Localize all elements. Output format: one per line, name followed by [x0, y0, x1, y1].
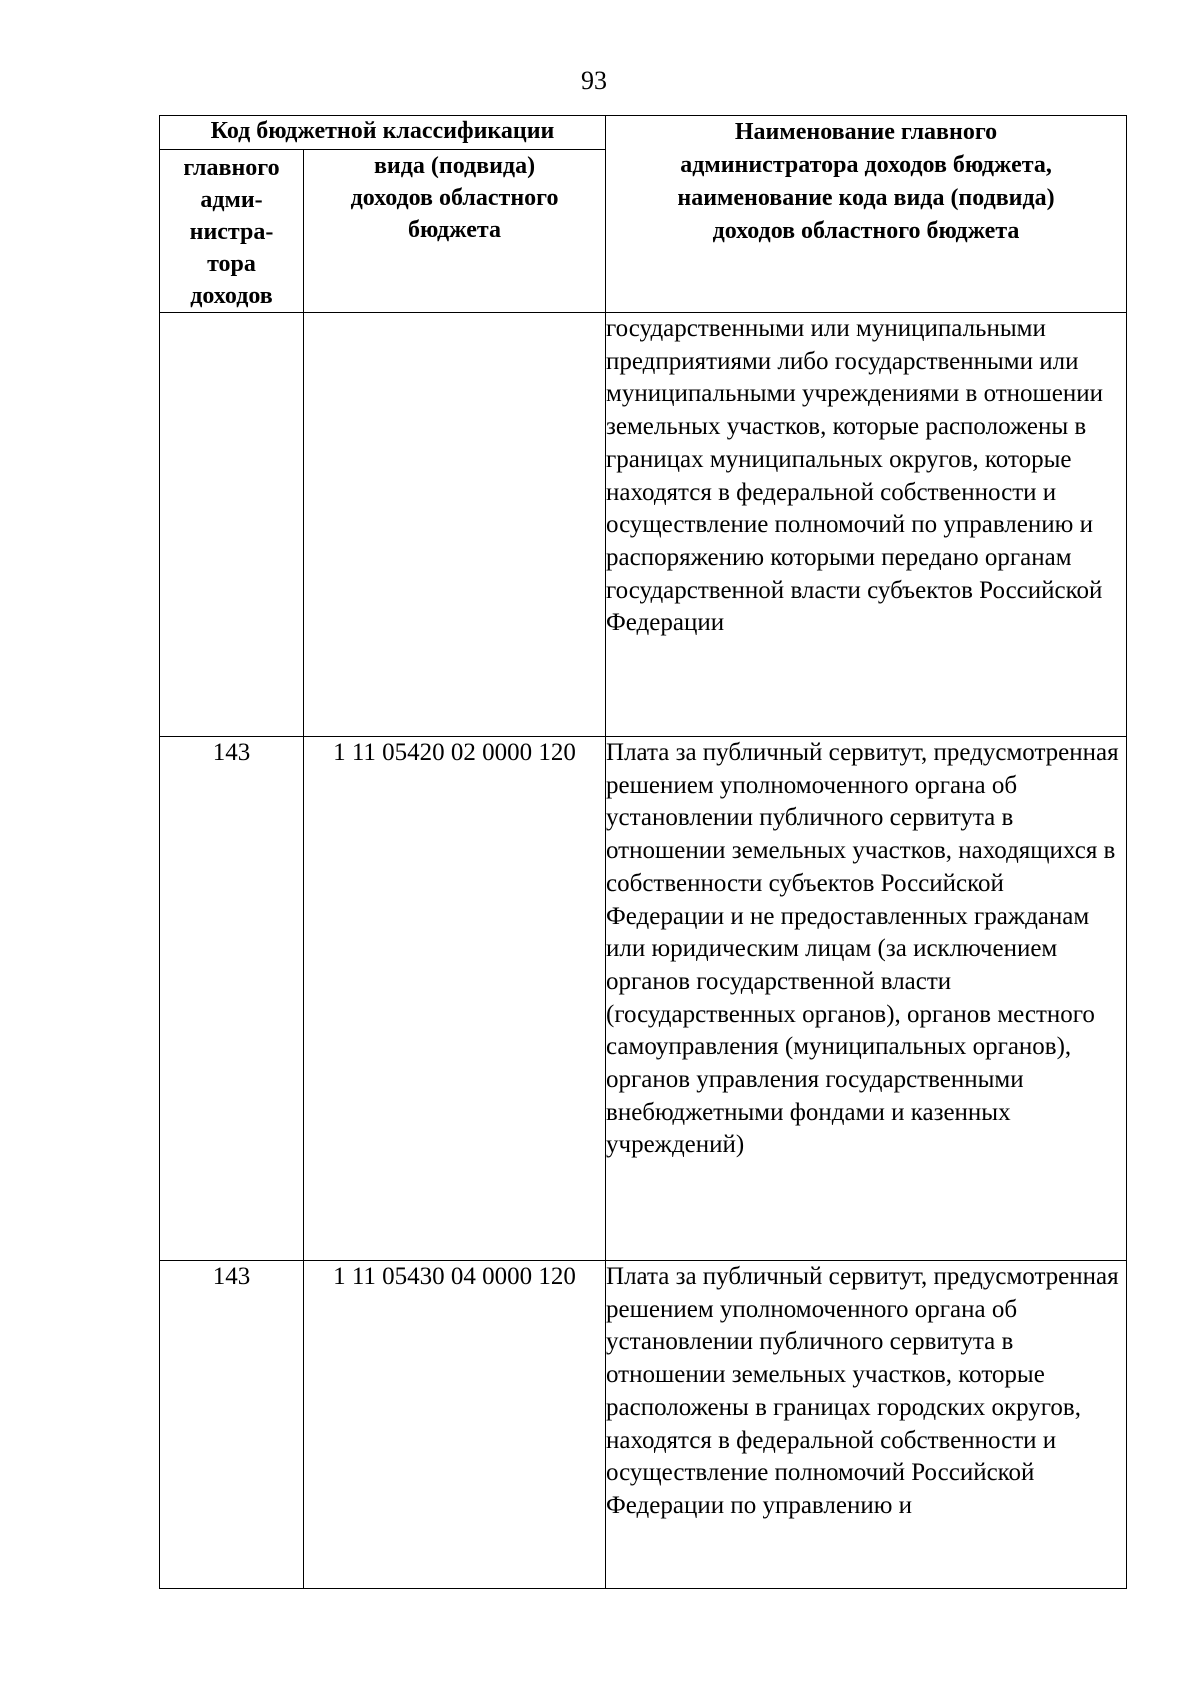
header-admin-line: нистра-: [189, 219, 274, 245]
header-name-line: администратора доходов бюджета,: [680, 152, 1052, 178]
income-code-cell: 1 11 05420 02 0000 120: [304, 737, 606, 1261]
admin-code-cell: 143: [160, 1261, 304, 1589]
income-name-text: Плата за публичный сервитут, предусмотренная решением уполномоченного органа об установлении публичного сервитута в отношении земельных участков, которые расположены в границах городских округов, находятся в федеральной собственности и осуществление полномочий Российской Федерации по управлению и: [606, 1263, 1119, 1519]
income-code-cell: [304, 313, 606, 737]
admin-code-cell: 143: [160, 737, 304, 1261]
income-name-text: Плата за публичный сервитут, предусмотренная решением уполномоченного органа об установлении публичного сервитута в отношении земельных участков, находящихся в собственности субъектов Российской Федерации и не предоставленных гражданам или юридическим лицам (за исключением органов государственной власти (государственных органов), органов местного самоуправления (муниципальных органов), органов управления государственными внебюджетными фондами и казенных учреждений): [606, 739, 1119, 1159]
income-name-cell: [606, 313, 1127, 737]
header-code-line: вида (подвида): [373, 153, 536, 179]
income-name-cell: [606, 1261, 1127, 1589]
page-number: 93: [581, 66, 607, 95]
header-admin-line: тора: [207, 251, 256, 277]
header-name-line: Наименование главного: [734, 119, 998, 145]
header-code-column: [304, 150, 606, 313]
income-code-cell: 1 11 05430 04 0000 120: [304, 1261, 606, 1589]
table-row: [160, 1261, 1127, 1589]
header-name-column: [606, 116, 1127, 313]
header-admin-line: адми-: [200, 187, 263, 213]
header-code-line: бюджета: [408, 217, 501, 243]
budget-classification-table: [159, 115, 1127, 1589]
header-admin-column: [160, 150, 304, 313]
income-name-cell: [606, 737, 1127, 1261]
header-name-line: доходов областного бюджета: [712, 218, 1020, 244]
income-name-text: государственными или муниципальными предприятиями либо государственными или муниципальными учреждениями в отношении земельных участков, которые расположены в границах муниципальных округов, которые находятся в федеральной собственности и осуществление полномочий по управлению и распоряжению которыми передано органам государственной власти субъектов Российской Федерации: [606, 315, 1104, 637]
header-name-line: наименование кода вида (подвида): [677, 185, 1055, 211]
header-budget-code-group: Код бюджетной классификации: [160, 116, 606, 150]
table-row: [160, 313, 1127, 737]
admin-code-cell: [160, 313, 304, 737]
table-row: [160, 737, 1127, 1261]
header-code-line: доходов областного: [350, 185, 559, 211]
header-admin-line: доходов: [190, 283, 273, 309]
header-admin-line: главного: [183, 155, 280, 181]
